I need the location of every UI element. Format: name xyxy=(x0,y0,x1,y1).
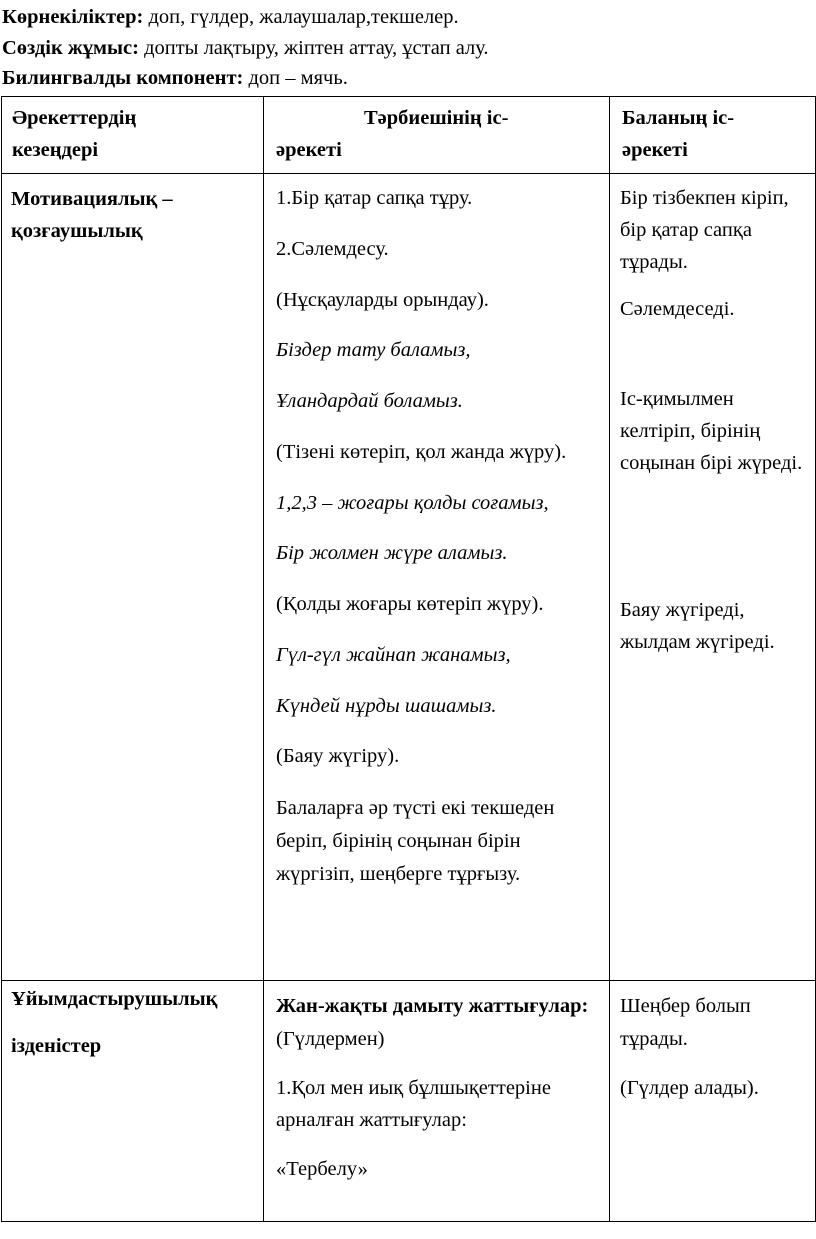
exercise-heading-note: (Гүлдермен) xyxy=(276,1027,385,1050)
teacher-step: (Нұсқауларды орындау). xyxy=(276,288,489,311)
teacher-verse-line: Ұландардай боламыз. xyxy=(276,390,463,413)
header-teacher-line1: Тәрбиешінің іс- xyxy=(364,107,509,129)
table-header-row xyxy=(2,97,816,174)
vocabulary-line xyxy=(2,36,489,61)
bilingual-line xyxy=(2,66,348,91)
teacher-cell-motivation xyxy=(264,174,610,981)
header-child-line2: әрекеті xyxy=(622,138,688,161)
bilingual-label: Билингвалды компонент: xyxy=(2,67,244,89)
stage-cell-organizational xyxy=(2,981,264,1222)
teacher-verse-line: 1,2,3 – жоғары қолды соғамыз, xyxy=(276,491,549,514)
teacher-step: 1.Бір қатар сапқа тұру. xyxy=(276,187,473,209)
teacher-step: 1.Қол мен иық бұлшықеттеріне арналған жаттығулар: xyxy=(276,1076,551,1132)
table-row xyxy=(2,981,816,1222)
materials-line xyxy=(2,5,459,30)
teacher-step: «Тербелу» xyxy=(276,1158,368,1181)
lesson-plan-table xyxy=(1,96,816,1222)
stage-organizational-line1: Ұйымдастырушылық xyxy=(11,988,218,1010)
child-action: Сәлемдеседі. xyxy=(620,298,735,321)
header-stages-line2: кезеңдері xyxy=(12,138,99,161)
child-action: (Гүлдер алады). xyxy=(620,1076,759,1099)
header-cell-stages xyxy=(2,97,264,174)
stage-organizational-line2: ізденістер xyxy=(11,1035,102,1057)
teacher-verse-line: Гүл-гүл жайнап жанамыз, xyxy=(276,643,511,666)
exercise-heading xyxy=(276,990,601,1056)
teacher-step: Балаларға әр түсті екі текшеден беріп, бірінің соңынан бірін жүргізіп, шеңберге тұрғызу. xyxy=(276,797,555,885)
vocabulary-value: допты лақтыру, жіптен аттау, ұстап алу. xyxy=(138,37,489,59)
teacher-cell-organizational xyxy=(264,981,610,1222)
header-cell-teacher xyxy=(264,97,610,174)
header-teacher-line2: әрекеті xyxy=(276,138,342,161)
child-action: Шеңбер болып тұрады. xyxy=(620,995,751,1050)
child-cell-organizational xyxy=(610,981,816,1222)
materials-label: Көрнекіліктер: xyxy=(2,6,144,28)
stage-motivation-line2: қозғаушылық xyxy=(11,219,143,242)
teacher-step: (Тізені көтеріп, қол жанда жүру). xyxy=(276,440,567,463)
exercise-heading-bold: Жан-жақты дамыту жаттығулар: xyxy=(276,995,589,1017)
child-cell-motivation xyxy=(610,174,816,981)
stage-motivation-line1: Мотивациялық – xyxy=(11,188,173,210)
bilingual-value: доп – мячь. xyxy=(243,67,348,89)
header-child-line1: Баланың іс- xyxy=(622,107,735,129)
child-action: Іс-қимылмен келтіріп, бірінің соңынан бірі жүреді. xyxy=(620,388,803,474)
materials-value: доп, гүлдер, жалаушалар,текшелер. xyxy=(143,6,459,28)
teacher-verse-line: Біздер тату баламыз, xyxy=(276,339,471,362)
child-action: Баяу жүгіреді, жылдам жүгіреді. xyxy=(620,599,775,654)
header-stages-line1: Әрекеттердің xyxy=(12,107,137,129)
teacher-verse-line: Күндей нұрды шашамыз. xyxy=(276,694,497,717)
header-cell-child xyxy=(610,97,816,174)
table-row xyxy=(2,174,816,981)
teacher-step: 2.Сәлемдесу. xyxy=(276,237,389,260)
vocabulary-label: Сөздік жұмыс: xyxy=(2,37,139,59)
teacher-step: (Қолды жоғары көтеріп жүру). xyxy=(276,593,544,616)
stage-cell-motivation xyxy=(2,174,264,981)
child-action: Бір тізбекпен кіріп, бір қатар сапқа тұрады. xyxy=(620,187,789,273)
teacher-verse-line: Бір жолмен жүре аламыз. xyxy=(276,542,508,565)
teacher-step: (Баяу жүгіру). xyxy=(276,745,400,768)
